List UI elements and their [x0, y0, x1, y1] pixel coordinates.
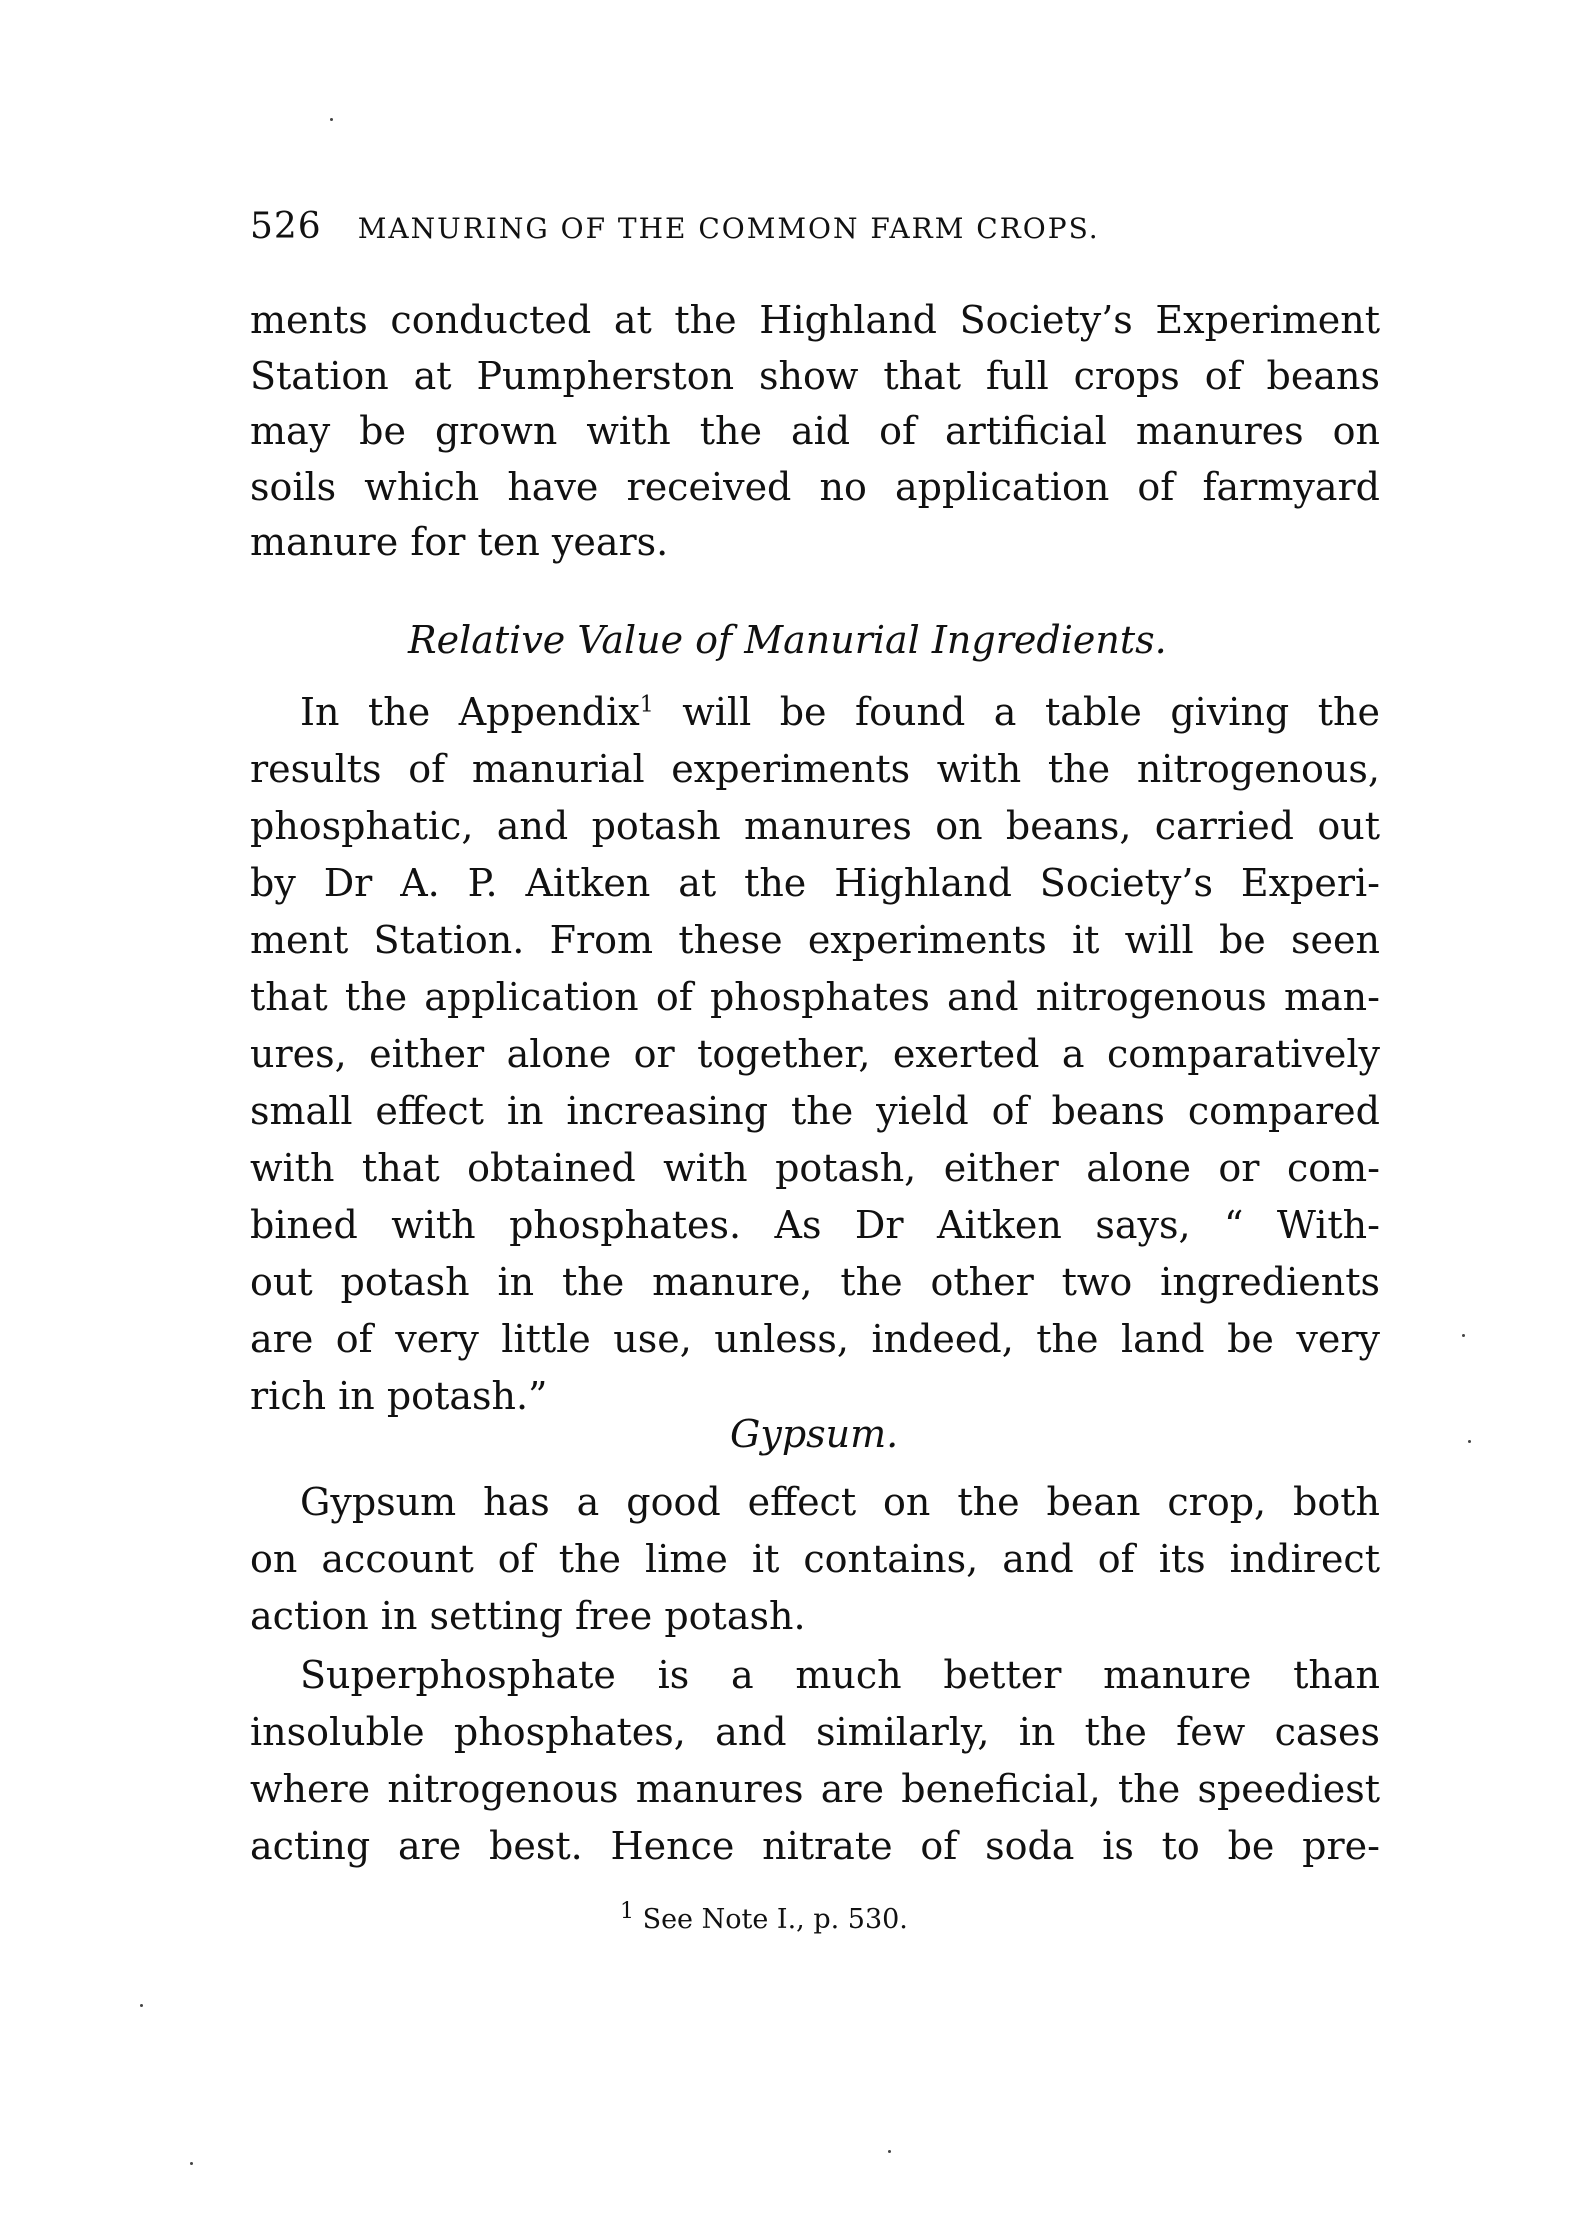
text-line: insoluble phosphates, and similarly, in the few cases	[250, 1710, 1380, 1754]
text-line: out potash in the manure, the other two ingredients	[250, 1260, 1380, 1304]
text-line: with that obtained with potash, either alone or com-	[250, 1146, 1380, 1190]
running-title: MANURING OF THE COMMON FARM CROPS.	[357, 212, 1100, 245]
section-heading: Gypsum.	[730, 1412, 899, 1456]
text-line: rich in potash.”	[250, 1374, 548, 1418]
text-line: may be grown with the aid of artificial manures on	[250, 409, 1380, 453]
text-line: where nitrogenous manures are beneficial, the speediest	[250, 1767, 1380, 1811]
text-line: action in setting free potash.	[250, 1594, 806, 1638]
footnote-reference: 1	[639, 692, 654, 718]
footnote-marker: 1	[620, 1899, 634, 1924]
text-line: manure for ten years.	[250, 520, 669, 564]
text-line: Superphosphate is a much better manure than	[300, 1653, 1380, 1697]
footnote	[620, 1899, 908, 1935]
text-line: ures, either alone or together, exerted a comparatively	[250, 1032, 1380, 1076]
text-line: ments conducted at the Highland Society’s Experiment	[250, 298, 1380, 342]
section-heading: Relative Value of Manurial Ingredients.	[408, 618, 1167, 662]
scan-speck	[888, 2150, 891, 2153]
text-line: Gypsum has a good effect on the bean crop, both	[300, 1480, 1380, 1524]
text-fragment: In the Appendix	[300, 690, 640, 734]
scan-speck	[1468, 1440, 1471, 1443]
running-header	[250, 206, 1380, 247]
text-line: ment Station. From these experiments it will be seen	[250, 918, 1380, 962]
footnote-text: See Note I., p. 530.	[634, 1904, 908, 1935]
text-line: phosphatic, and potash manures on beans, carried out	[250, 804, 1380, 848]
text-line: are of very little use, unless, indeed, the land be very	[250, 1317, 1380, 1361]
text-line: Station at Pumpherston show that full crops of beans	[250, 354, 1380, 398]
scan-speck	[190, 2162, 193, 2165]
scan-speck	[330, 118, 333, 121]
scan-speck	[140, 2004, 143, 2007]
text-line: acting are best. Hence nitrate of soda is to be pre-	[250, 1824, 1380, 1868]
text-line	[300, 688, 1380, 736]
scan-speck	[1462, 1334, 1465, 1337]
text-line: soils which have received no application of farmyard	[250, 465, 1380, 509]
text-line: small effect in increasing the yield of beans compared	[250, 1089, 1380, 1133]
text-line: on account of the lime it contains, and of its indirect	[250, 1537, 1380, 1581]
text-line: by Dr A. P. Aitken at the Highland Society’s Experi-	[250, 861, 1380, 905]
text-line: that the application of phosphates and nitrogenous man-	[250, 975, 1380, 1019]
text-fragment: will be found a table giving the	[653, 690, 1381, 734]
page-number: 526	[250, 206, 322, 247]
text-line: results of manurial experiments with the nitrogenous,	[250, 747, 1380, 791]
text-line: bined with phosphates. As Dr Aitken says, “ With-	[250, 1203, 1380, 1247]
